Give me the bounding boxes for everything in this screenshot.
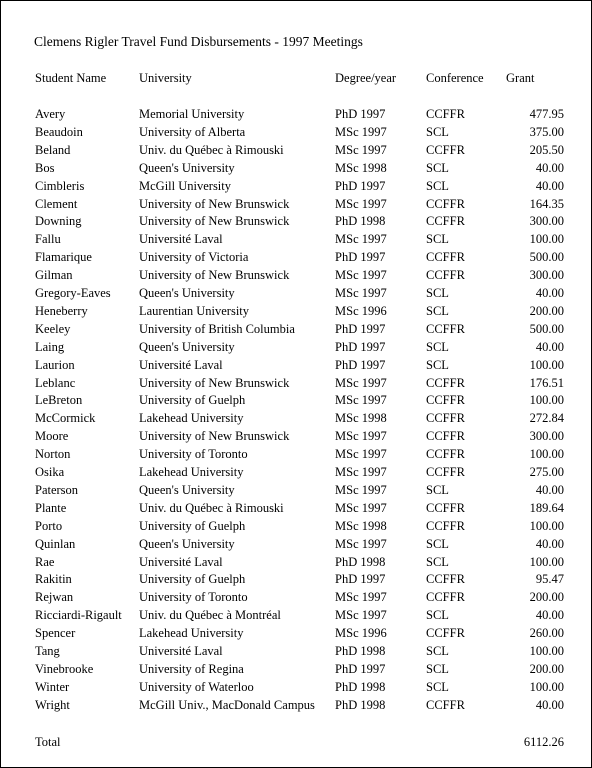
table-row bbox=[1, 481, 591, 499]
table-row bbox=[1, 553, 591, 571]
cell-student-name: Porto bbox=[35, 518, 63, 533]
cell-student-name: Downing bbox=[35, 214, 82, 229]
cell-student-name: Cimbleris bbox=[35, 178, 85, 193]
cell-conference: CCFFR bbox=[426, 321, 465, 336]
table-row bbox=[1, 320, 591, 338]
cell-conference: SCL bbox=[426, 608, 449, 623]
cell-university: University of British Columbia bbox=[139, 321, 295, 336]
cell-grant: 260.00 bbox=[529, 626, 564, 641]
cell-student-name: Beaudoin bbox=[35, 124, 83, 139]
header-university: University bbox=[139, 71, 192, 85]
cell-degree-year: MSc 1997 bbox=[335, 393, 387, 408]
table-row bbox=[1, 678, 591, 696]
cell-degree-year: MSc 1998 bbox=[335, 160, 387, 175]
cell-grant: 477.95 bbox=[529, 107, 564, 121]
cell-conference: CCFFR bbox=[426, 196, 465, 211]
table-row bbox=[1, 570, 591, 588]
cell-student-name: Keeley bbox=[35, 321, 71, 336]
cell-grant: 176.51 bbox=[529, 375, 564, 390]
cell-university: Université Laval bbox=[139, 554, 223, 569]
table-row bbox=[1, 499, 591, 517]
cell-degree-year: MSc 1997 bbox=[335, 482, 387, 497]
cell-degree-year: PhD 1997 bbox=[335, 661, 386, 676]
cell-conference: SCL bbox=[426, 286, 449, 300]
cell-university: Lakehead University bbox=[139, 465, 244, 479]
cell-grant: 40.00 bbox=[535, 339, 564, 354]
cell-degree-year: MSc 1997 bbox=[335, 375, 387, 390]
cell-university: Memorial University bbox=[139, 107, 245, 121]
cell-grant: 100.00 bbox=[529, 447, 564, 462]
cell-student-name: Norton bbox=[35, 447, 71, 462]
cell-student-name: Rae bbox=[35, 554, 55, 569]
cell-conference: CCFFR bbox=[426, 142, 465, 157]
header-degree-year: Degree/year bbox=[335, 71, 397, 85]
cell-conference: CCFFR bbox=[426, 411, 465, 426]
cell-student-name: Osika bbox=[35, 465, 65, 479]
cell-university: University of Guelph bbox=[139, 572, 246, 587]
cell-student-name: Leblanc bbox=[35, 375, 76, 390]
table-row bbox=[1, 248, 591, 266]
table-row bbox=[1, 517, 591, 535]
table-row bbox=[1, 230, 591, 248]
cell-university: University of Alberta bbox=[139, 124, 246, 139]
cell-grant: 95.47 bbox=[535, 572, 564, 587]
cell-university: Queen's University bbox=[139, 339, 235, 354]
cell-student-name: Spencer bbox=[35, 626, 76, 641]
cell-conference: SCL bbox=[426, 679, 449, 694]
cell-grant: 40.00 bbox=[535, 608, 564, 623]
cell-university: Univ. du Québec à Rimouski bbox=[139, 500, 284, 515]
cell-degree-year: MSc 1997 bbox=[335, 465, 387, 479]
cell-university: University of Toronto bbox=[139, 590, 248, 605]
cell-conference: CCFFR bbox=[426, 214, 465, 229]
cell-grant: 189.64 bbox=[529, 500, 564, 515]
cell-student-name: Quinlan bbox=[35, 536, 76, 551]
total-label: Total bbox=[35, 735, 61, 749]
cell-university: Lakehead University bbox=[139, 411, 244, 426]
cell-student-name: Paterson bbox=[35, 482, 79, 497]
cell-degree-year: MSc 1997 bbox=[335, 429, 387, 444]
cell-grant: 40.00 bbox=[535, 536, 564, 551]
cell-conference: CCFFR bbox=[426, 429, 465, 444]
cell-conference: CCFFR bbox=[426, 375, 465, 390]
table-row bbox=[1, 356, 591, 374]
cell-student-name: Clement bbox=[35, 196, 78, 211]
cell-grant: 40.00 bbox=[535, 160, 564, 175]
cell-degree-year: PhD 1998 bbox=[335, 697, 386, 712]
total-value: 6112.26 bbox=[523, 735, 564, 749]
cell-degree-year: MSc 1997 bbox=[335, 196, 387, 211]
cell-student-name: Laing bbox=[35, 339, 65, 354]
cell-university: University of New Brunswick bbox=[139, 429, 290, 444]
table-row bbox=[1, 141, 591, 159]
cell-degree-year: MSc 1997 bbox=[335, 447, 387, 462]
table-row bbox=[1, 177, 591, 195]
cell-university: Univ. du Québec à Rimouski bbox=[139, 142, 284, 157]
cell-student-name: McCormick bbox=[35, 411, 96, 426]
cell-grant: 205.50 bbox=[529, 142, 564, 157]
cell-conference: SCL bbox=[426, 124, 449, 139]
cell-conference: SCL bbox=[426, 232, 449, 247]
cell-conference: SCL bbox=[426, 339, 449, 354]
cell-conference: CCFFR bbox=[426, 572, 465, 587]
table-row bbox=[1, 338, 591, 356]
cell-conference: CCFFR bbox=[426, 590, 465, 605]
cell-grant: 40.00 bbox=[535, 697, 564, 712]
cell-grant: 40.00 bbox=[535, 178, 564, 193]
cell-conference: SCL bbox=[426, 536, 449, 551]
cell-grant: 40.00 bbox=[535, 286, 564, 300]
table-row bbox=[1, 624, 591, 642]
cell-conference: CCFFR bbox=[426, 518, 465, 533]
table-row bbox=[1, 660, 591, 678]
table-row bbox=[1, 391, 591, 409]
cell-student-name: Plante bbox=[35, 500, 67, 515]
cell-grant: 100.00 bbox=[529, 393, 564, 408]
cell-degree-year: PhD 1997 bbox=[335, 178, 386, 193]
cell-university: University of Guelph bbox=[139, 393, 246, 408]
cell-grant: 100.00 bbox=[529, 232, 564, 247]
total-row bbox=[1, 733, 591, 751]
cell-grant: 40.00 bbox=[535, 482, 564, 497]
table-row bbox=[1, 302, 591, 320]
cell-conference: CCFFR bbox=[426, 465, 465, 479]
cell-conference: SCL bbox=[426, 482, 449, 497]
cell-student-name: Wright bbox=[35, 697, 70, 712]
header-student-name: Student Name bbox=[35, 71, 107, 85]
cell-university: Laurentian University bbox=[139, 303, 250, 318]
cell-conference: SCL bbox=[426, 644, 449, 658]
cell-student-name: Laurion bbox=[35, 357, 75, 372]
cell-degree-year: MSc 1997 bbox=[335, 590, 387, 605]
cell-grant: 200.00 bbox=[529, 590, 564, 605]
cell-grant: 272.84 bbox=[529, 411, 564, 426]
cell-grant: 200.00 bbox=[529, 661, 564, 676]
cell-student-name: LeBreton bbox=[35, 393, 83, 408]
cell-student-name: Bos bbox=[35, 160, 55, 175]
cell-university: University of Guelph bbox=[139, 518, 246, 533]
cell-degree-year: PhD 1998 bbox=[335, 644, 386, 658]
cell-grant: 164.35 bbox=[529, 196, 564, 211]
cell-grant: 375.00 bbox=[529, 124, 564, 139]
cell-student-name: Gregory-Eaves bbox=[35, 286, 111, 300]
cell-grant: 100.00 bbox=[529, 644, 564, 658]
table-row bbox=[1, 409, 591, 427]
cell-university: Univ. du Québec à Montréal bbox=[139, 608, 281, 623]
cell-degree-year: PhD 1997 bbox=[335, 572, 386, 587]
cell-degree-year: MSc 1997 bbox=[335, 286, 387, 300]
cell-degree-year: PhD 1997 bbox=[335, 357, 386, 372]
cell-degree-year: PhD 1998 bbox=[335, 554, 386, 569]
cell-student-name: Avery bbox=[35, 107, 66, 121]
cell-degree-year: MSc 1997 bbox=[335, 500, 387, 515]
cell-grant: 100.00 bbox=[529, 518, 564, 533]
table-row bbox=[1, 284, 591, 302]
cell-degree-year: MSc 1998 bbox=[335, 518, 387, 533]
cell-university: Université Laval bbox=[139, 644, 223, 658]
cell-student-name: Moore bbox=[35, 429, 69, 444]
table-row bbox=[1, 374, 591, 392]
cell-conference: CCFFR bbox=[426, 697, 465, 712]
cell-conference: SCL bbox=[426, 554, 449, 569]
cell-degree-year: MSc 1996 bbox=[335, 626, 387, 641]
table-row bbox=[1, 696, 591, 714]
cell-conference: CCFFR bbox=[426, 447, 465, 462]
cell-grant: 100.00 bbox=[529, 357, 564, 372]
cell-degree-year: MSc 1997 bbox=[335, 124, 387, 139]
cell-student-name: Rejwan bbox=[35, 590, 74, 605]
cell-student-name: Gilman bbox=[35, 268, 73, 283]
cell-conference: CCFFR bbox=[426, 500, 465, 515]
table-row bbox=[1, 606, 591, 624]
cell-student-name: Ricciardi-Rigault bbox=[35, 608, 122, 623]
cell-degree-year: PhD 1997 bbox=[335, 339, 386, 354]
cell-student-name: Rakitin bbox=[35, 572, 72, 587]
table-row bbox=[1, 123, 591, 141]
table-row bbox=[1, 588, 591, 606]
table-row bbox=[1, 642, 591, 660]
cell-degree-year: PhD 1998 bbox=[335, 214, 386, 229]
cell-student-name: Flamarique bbox=[35, 250, 92, 265]
cell-conference: CCFFR bbox=[426, 393, 465, 408]
cell-university: Queen's University bbox=[139, 286, 235, 300]
cell-grant: 100.00 bbox=[529, 679, 564, 694]
table-header-row bbox=[1, 69, 591, 87]
table-row bbox=[1, 463, 591, 481]
cell-conference: SCL bbox=[426, 357, 449, 372]
table-row bbox=[1, 212, 591, 230]
cell-degree-year: PhD 1997 bbox=[335, 250, 386, 265]
document-title: Clemens Rigler Travel Fund Disbursements - 1997 Meetings bbox=[34, 34, 363, 49]
cell-grant: 200.00 bbox=[529, 303, 564, 318]
cell-university: Université Laval bbox=[139, 357, 223, 372]
cell-university: University of Toronto bbox=[139, 447, 248, 462]
table-row bbox=[1, 535, 591, 553]
cell-degree-year: MSc 1997 bbox=[335, 608, 387, 623]
cell-student-name: Vinebrooke bbox=[35, 661, 94, 676]
header-conference: Conference bbox=[426, 71, 484, 85]
cell-conference: CCFFR bbox=[426, 107, 465, 121]
cell-university: Université Laval bbox=[139, 232, 223, 247]
cell-degree-year: MSc 1998 bbox=[335, 411, 387, 426]
cell-student-name: Fallu bbox=[35, 232, 61, 247]
cell-university: University of New Brunswick bbox=[139, 375, 290, 390]
cell-conference: SCL bbox=[426, 303, 449, 318]
table-row bbox=[1, 105, 591, 123]
cell-degree-year: PhD 1997 bbox=[335, 321, 386, 336]
cell-university: University of New Brunswick bbox=[139, 196, 290, 211]
cell-university: Lakehead University bbox=[139, 626, 244, 641]
table-row bbox=[1, 195, 591, 213]
cell-university: Queen's University bbox=[139, 536, 235, 551]
cell-university: University of Regina bbox=[139, 661, 244, 676]
cell-grant: 300.00 bbox=[529, 214, 564, 229]
cell-university: University of Victoria bbox=[139, 250, 249, 265]
cell-grant: 500.00 bbox=[529, 250, 564, 265]
cell-degree-year: PhD 1997 bbox=[335, 107, 386, 121]
cell-student-name: Winter bbox=[35, 679, 70, 694]
header-grant: Grant bbox=[506, 71, 535, 85]
cell-conference: CCFFR bbox=[426, 626, 465, 641]
cell-university: Queen's University bbox=[139, 160, 235, 175]
table-row bbox=[1, 159, 591, 177]
cell-conference: CCFFR bbox=[426, 268, 465, 283]
cell-degree-year: MSc 1996 bbox=[335, 303, 387, 318]
cell-degree-year: MSc 1997 bbox=[335, 142, 387, 157]
cell-degree-year: PhD 1998 bbox=[335, 679, 386, 694]
cell-university: University of New Brunswick bbox=[139, 214, 290, 229]
cell-grant: 500.00 bbox=[529, 321, 564, 336]
cell-grant: 275.00 bbox=[529, 465, 564, 479]
cell-student-name: Heneberry bbox=[35, 303, 88, 318]
cell-student-name: Tang bbox=[35, 644, 60, 658]
cell-student-name: Beland bbox=[35, 142, 71, 157]
cell-grant: 300.00 bbox=[529, 429, 564, 444]
table-row bbox=[1, 445, 591, 463]
cell-conference: SCL bbox=[426, 178, 449, 193]
cell-university: University of Waterloo bbox=[139, 679, 254, 694]
cell-grant: 300.00 bbox=[529, 268, 564, 283]
cell-degree-year: MSc 1997 bbox=[335, 536, 387, 551]
cell-conference: SCL bbox=[426, 160, 449, 175]
cell-degree-year: MSc 1997 bbox=[335, 268, 387, 283]
cell-university: Queen's University bbox=[139, 482, 235, 497]
cell-university: McGill University bbox=[139, 178, 232, 193]
table-row bbox=[1, 266, 591, 284]
cell-university: McGill Univ., MacDonald Campus bbox=[139, 697, 315, 712]
cell-conference: CCFFR bbox=[426, 250, 465, 265]
cell-conference: SCL bbox=[426, 661, 449, 676]
cell-degree-year: MSc 1997 bbox=[335, 232, 387, 247]
cell-university: University of New Brunswick bbox=[139, 268, 290, 283]
table-row bbox=[1, 427, 591, 445]
cell-grant: 100.00 bbox=[529, 554, 564, 569]
